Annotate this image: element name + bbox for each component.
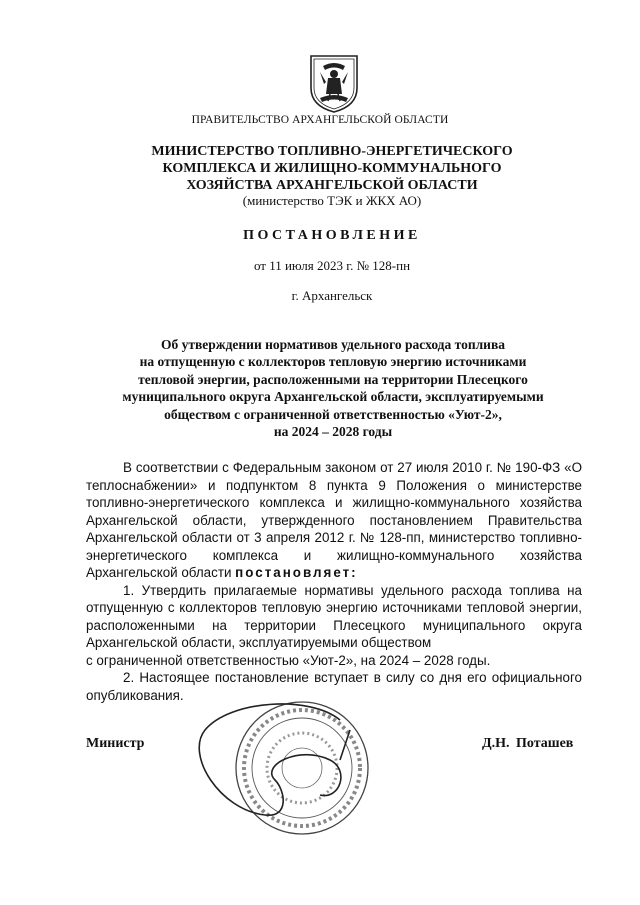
subject-line: на 2024 – 2028 годы <box>273 424 393 440</box>
city: г. Архангельск <box>291 288 373 303</box>
item-1-paragraph: 1. Утвердить прилагаемые нормативы удельного расхода топлива на отпущенную с коллекторов тепловую энергию источниками тепловой энергии, расположенными на территории Плесецкого муниципального округа Архангельской области, эксплуатируемыми обществом <box>86 582 582 650</box>
decree-subject <box>86 336 580 440</box>
ministry-abbreviation: (министерство ТЭК и ЖКХ АО) <box>242 193 422 208</box>
preamble-text: В соответствии с Федеральным законом от 27 июля 2010 г. № 190-ФЗ «О теплоснабжении» и подпунктом 8 пункта 9 Положения о министерстве топливно-энергетического комплекса и жилищно-коммунального хозяйства Архангельской области, утвержденного постановлением Правительства Архангельской области от 3 апреля 2012 г. № 128-пп, министерство топливно-энергетического комплекса и жилищно-коммунального хозяйства Архангельской области <box>86 460 582 580</box>
item-1-continuation: с ограниченной ответственностью «Уют-2», на 2024 – 2028 годы. <box>86 652 491 668</box>
round-seal-stamp <box>190 690 390 840</box>
subject-line: Об утверждении нормативов удельного расхода топлива <box>160 337 506 352</box>
coat-of-arms-icon <box>306 52 362 114</box>
ministry-line: КОМПЛЕКСА И ЖИЛИЩНО-КОММУНАЛЬНОГО <box>162 161 502 176</box>
government-name: ПРАВИТЕЛЬСТВО АРХАНГЕЛЬСКОЙ ОБЛАСТИ <box>191 114 449 126</box>
item-2-paragraph: 2. Настоящее постановление вступает в силу со дня его официального опубликования. <box>86 670 582 703</box>
ministry-name <box>120 143 544 194</box>
decree-body <box>86 459 582 704</box>
ministry-line: ХОЗЯЙСТВА АРХАНГЕЛЬСКОЙ ОБЛАСТИ <box>186 178 478 193</box>
subject-line: муниципального округа Архангельской области, эксплуатируемыми <box>122 389 544 405</box>
handwritten-signature <box>199 704 350 815</box>
subject-line: тепловой энергии, расположенными на территории Плесецкого <box>138 371 528 387</box>
subject-line: обществом с ограниченной ответственностью «Уют-2», <box>164 406 502 422</box>
preamble-paragraph <box>86 459 582 582</box>
ministry-line: МИНИСТЕРСТВО ТОПЛИВНО-ЭНЕРГЕТИЧЕСКОГО <box>151 144 513 159</box>
date-and-number: от 11 июля 2023 г. № 128-пн <box>253 258 411 273</box>
decides-word: постановляет: <box>235 565 358 580</box>
signatory-name: Д.Н. Поташев <box>482 736 574 751</box>
signatory-position: Министр <box>86 736 145 751</box>
subject-line: на отпущенную с коллекторов тепловую энергию источниками <box>139 354 527 370</box>
document-type-title: ПОСТАНОВЛЕНИЕ <box>243 228 421 243</box>
